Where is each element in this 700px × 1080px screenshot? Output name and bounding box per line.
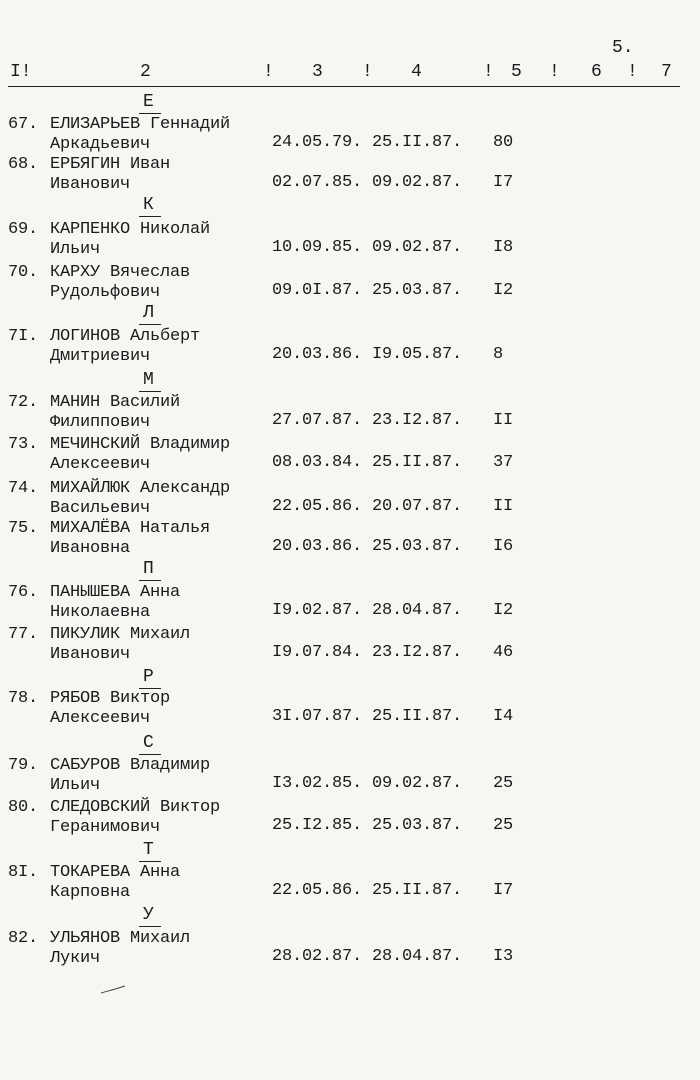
entry-date-end: 25.03.87.: [372, 816, 463, 835]
entry-date-end: 23.I2.87.: [372, 411, 463, 430]
entry-date-end: 25.II.87.: [372, 453, 463, 472]
entry-date-end: 25.03.87.: [372, 537, 463, 556]
column-header-2: 2: [140, 62, 151, 82]
entry-date-end: 25.II.87.: [372, 707, 463, 726]
entry-surname-firstname: КАРПЕНКО Николай: [50, 220, 211, 239]
entry-surname-firstname: ЕЛИЗАРЬЕВ Геннадий: [50, 115, 231, 134]
letter-underline: [139, 216, 161, 217]
entry-date-start: 3I.07.87.: [272, 707, 363, 726]
entry-date-start: 27.07.87.: [272, 411, 363, 430]
entry-patronymic: Дмитриевич: [50, 347, 151, 366]
pen-mark: [100, 985, 126, 995]
entry-date-start: 24.05.79.: [272, 133, 363, 152]
entry-surname-firstname: ПАНЫШЕВА Анна: [50, 583, 181, 602]
entry-date-end: 25.II.87.: [372, 133, 463, 152]
entry-column-5: II: [493, 497, 514, 516]
entry-date-end: 28.04.87.: [372, 947, 463, 966]
entry-surname-firstname: СЛЕДОВСКИЙ Виктор: [50, 798, 221, 817]
entry-column-5: I4: [493, 707, 514, 726]
entry-surname-firstname: ЛОГИНОВ Альберт: [50, 327, 201, 346]
entry-number: 73.: [8, 435, 39, 454]
column-header-3: 3: [312, 62, 323, 82]
column-header-1: I!: [10, 62, 32, 82]
letter-underline: [139, 113, 161, 114]
entry-column-5: 25: [493, 774, 514, 793]
entry-date-end: 28.04.87.: [372, 601, 463, 620]
column-header-6: 6: [591, 62, 602, 82]
alphabet-letter: Е: [143, 92, 154, 112]
entry-number: 7I.: [8, 327, 39, 346]
entry-patronymic: Васильевич: [50, 499, 151, 518]
header-underline: [8, 86, 680, 87]
alphabet-letter: Р: [143, 667, 154, 687]
page-number: 5.: [612, 38, 634, 58]
entry-number: 67.: [8, 115, 39, 134]
alphabet-letter-heading: [143, 195, 161, 217]
column-separator: !: [362, 62, 373, 82]
entry-date-start: I9.07.84.: [272, 643, 363, 662]
entry-patronymic: Аркадьевич: [50, 135, 151, 154]
entry-date-start: 02.07.85.: [272, 173, 363, 192]
entry-surname-firstname: МАНИН Василий: [50, 393, 181, 412]
letter-underline: [139, 754, 161, 755]
entry-date-start: 09.0I.87.: [272, 281, 363, 300]
alphabet-letter-heading: [143, 303, 161, 325]
entry-date-start: 10.09.85.: [272, 238, 363, 257]
entry-surname-firstname: МЕЧИНСКИЙ Владимир: [50, 435, 231, 454]
entry-number: 70.: [8, 263, 39, 282]
entry-number: 82.: [8, 929, 39, 948]
entry-number: 69.: [8, 220, 39, 239]
column-separator: !: [483, 62, 494, 82]
entry-date-start: 22.05.86.: [272, 881, 363, 900]
alphabet-letter: Т: [143, 840, 154, 860]
entry-date-end: 09.02.87.: [372, 173, 463, 192]
entry-column-5: I7: [493, 881, 514, 900]
entry-patronymic: Ивановна: [50, 539, 131, 558]
entry-surname-firstname: ЕРБЯГИН Иван: [50, 155, 171, 174]
entry-number: 76.: [8, 583, 39, 602]
entry-patronymic: Николаевна: [50, 603, 151, 622]
alphabet-letter-heading: [143, 370, 161, 392]
entry-patronymic: Карповна: [50, 883, 131, 902]
entry-patronymic: Рудольфович: [50, 283, 161, 302]
alphabet-letter-heading: [143, 559, 161, 581]
entry-number: 77.: [8, 625, 39, 644]
entry-date-end: 23.I2.87.: [372, 643, 463, 662]
entry-patronymic: Иванович: [50, 175, 131, 194]
alphabet-letter: К: [143, 195, 154, 215]
column-header-4: 4: [411, 62, 422, 82]
entry-number: 80.: [8, 798, 39, 817]
entry-date-start: 22.05.86.: [272, 497, 363, 516]
column-separator: !: [627, 62, 638, 82]
entry-date-end: 09.02.87.: [372, 238, 463, 257]
entry-number: 75.: [8, 519, 39, 538]
alphabet-letter-heading: [143, 92, 161, 114]
entry-date-end: 25.03.87.: [372, 281, 463, 300]
alphabet-letter-heading: [143, 667, 161, 689]
entry-surname-firstname: ТОКАРЕВА Анна: [50, 863, 181, 882]
entry-column-5: I8: [493, 238, 514, 257]
entry-column-5: 80: [493, 133, 514, 152]
entry-surname-firstname: УЛЬЯНОВ Михаил: [50, 929, 191, 948]
entry-number: 74.: [8, 479, 39, 498]
letter-underline: [139, 926, 161, 927]
entry-column-5: I3: [493, 947, 514, 966]
entry-date-end: I9.05.87.: [372, 345, 463, 364]
alphabet-letter: П: [143, 559, 154, 579]
entry-date-start: 08.03.84.: [272, 453, 363, 472]
entry-patronymic: Филиппович: [50, 413, 151, 432]
column-header-7: 7: [661, 62, 672, 82]
entry-column-5: 46: [493, 643, 514, 662]
entry-column-5: I7: [493, 173, 514, 192]
entry-patronymic: Ильич: [50, 776, 101, 795]
entry-surname-firstname: КАРХУ Вячеслав: [50, 263, 191, 282]
entry-patronymic: Ильич: [50, 240, 101, 259]
entry-surname-firstname: МИХАЛЁВА Наталья: [50, 519, 211, 538]
entry-column-5: I6: [493, 537, 514, 556]
alphabet-letter-heading: [143, 840, 161, 862]
entry-surname-firstname: МИХАЙЛЮК Александр: [50, 479, 231, 498]
entry-column-5: II: [493, 411, 514, 430]
entry-patronymic: Геранимович: [50, 818, 161, 837]
alphabet-letter: Л: [143, 303, 154, 323]
entry-date-end: 25.II.87.: [372, 881, 463, 900]
entry-date-start: I9.02.87.: [272, 601, 363, 620]
entry-date-start: 25.I2.85.: [272, 816, 363, 835]
alphabet-letter-heading: [143, 733, 161, 755]
entry-surname-firstname: ПИКУЛИК Михаил: [50, 625, 191, 644]
entry-date-start: 20.03.86.: [272, 345, 363, 364]
column-separator: !: [263, 62, 274, 82]
entry-date-start: I3.02.85.: [272, 774, 363, 793]
alphabet-letter: М: [143, 370, 154, 390]
entry-column-5: 37: [493, 453, 514, 472]
entry-patronymic: Алексеевич: [50, 709, 151, 728]
entry-column-5: I2: [493, 601, 514, 620]
entry-number: 8I.: [8, 863, 39, 882]
entry-patronymic: Иванович: [50, 645, 131, 664]
entry-number: 78.: [8, 689, 39, 708]
entry-number: 79.: [8, 756, 39, 775]
entry-column-5: 25: [493, 816, 514, 835]
letter-underline: [139, 580, 161, 581]
entry-patronymic: Алексеевич: [50, 455, 151, 474]
entry-date-start: 28.02.87.: [272, 947, 363, 966]
entry-number: 72.: [8, 393, 39, 412]
letter-underline: [139, 324, 161, 325]
alphabet-letter: С: [143, 733, 154, 753]
column-separator: !: [549, 62, 560, 82]
entry-surname-firstname: САБУРОВ Владимир: [50, 756, 211, 775]
column-header-5: 5: [511, 62, 522, 82]
entry-date-end: 20.07.87.: [372, 497, 463, 516]
entry-column-5: 8: [493, 345, 504, 364]
alphabet-letter: У: [143, 905, 154, 925]
entry-patronymic: Лукич: [50, 949, 101, 968]
entry-number: 68.: [8, 155, 39, 174]
entry-surname-firstname: РЯБОВ Виктор: [50, 689, 171, 708]
alphabet-letter-heading: [143, 905, 161, 927]
entry-date-start: 20.03.86.: [272, 537, 363, 556]
letter-underline: [139, 861, 161, 862]
entry-column-5: I2: [493, 281, 514, 300]
letter-underline: [139, 391, 161, 392]
entry-date-end: 09.02.87.: [372, 774, 463, 793]
